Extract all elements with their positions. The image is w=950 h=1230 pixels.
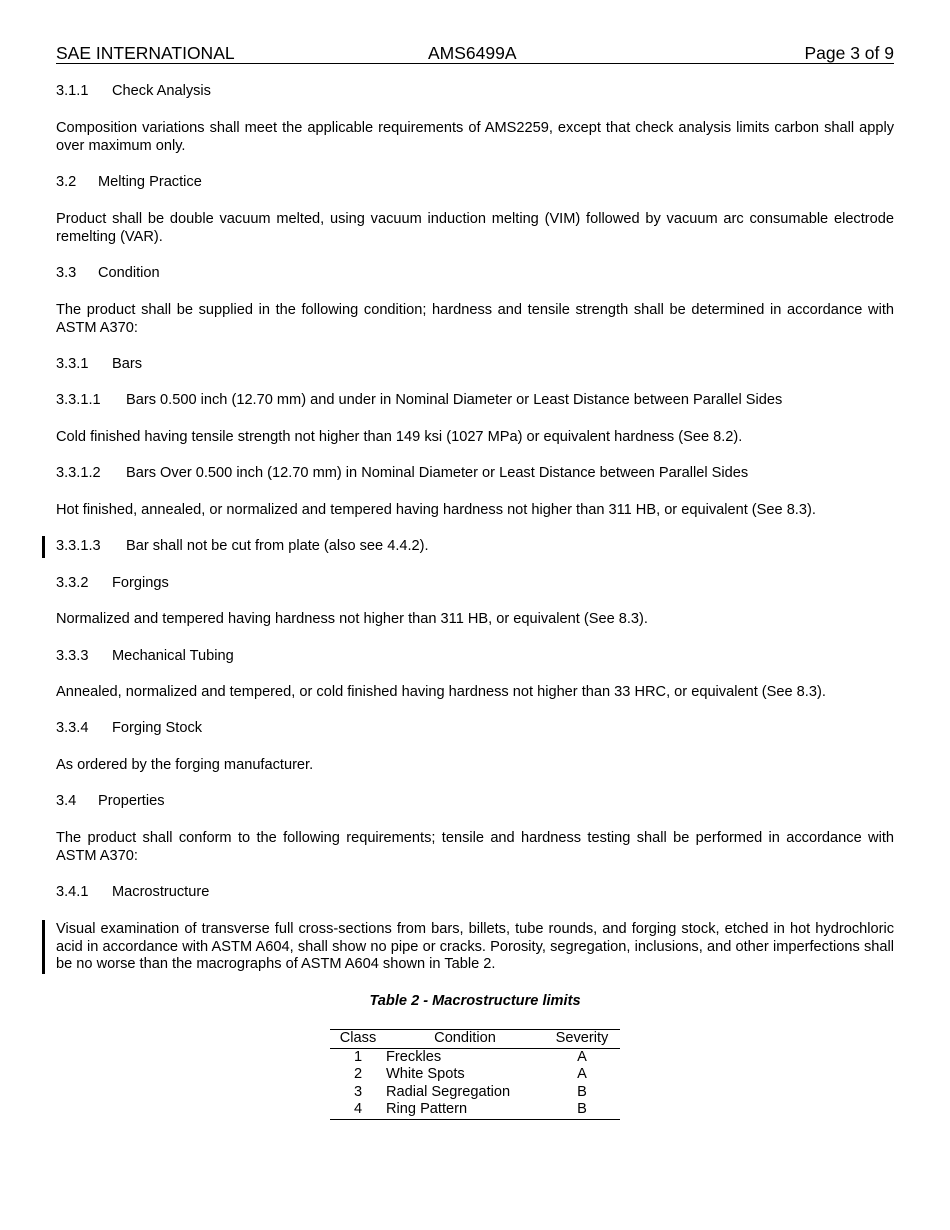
heading-3-3-1-3 [56,538,894,556]
table-cell: Ring Pattern [386,1101,544,1119]
table-cell: White Spots [386,1066,465,1082]
section-title: Condition [98,265,160,281]
heading-3-3-3 [56,648,894,666]
header-org: SAE INTERNATIONAL [56,43,235,63]
heading-3-1-1 [56,83,894,101]
column-header: Class [330,1030,386,1049]
table-row [330,1048,620,1066]
table-cell: B [544,1101,620,1119]
section-title: Bars [112,356,143,372]
heading-3-4-1 [56,884,894,902]
table-cell: Radial Segregation [386,1083,511,1100]
section-number: 3.3.1.1 [56,392,101,408]
para-3-4-1: Visual examination of transverse full cross-sections from bars, billets, tube rounds, and forging stock, etched in hot hydrochloric acid in accordance with ASTM A604, shall show no pipe or cracks. Porosity, segregation, inclusions, and other imperfections shall be no worse than the macrographs of ASTM A604 shown in Table 2. [56,921,894,972]
section-number: 3.4.1 [56,884,89,900]
table-cell: 1 [353,1048,363,1065]
change-bar [42,536,45,558]
section-number: 3.3.1.2 [56,465,101,481]
section-title: Forging Stock [112,720,203,736]
heading-3-2 [56,174,894,192]
heading-3-3-4 [56,720,894,738]
section-title: Macrostructure [112,884,210,900]
para-3-3-3: Annealed, normalized and tempered, or cold finished having hardness not higher than 33 HRC, or equivalent (See 8.3). [56,684,826,700]
table-caption: Table 2 - Macrostructure limits [369,993,581,1009]
section-title: Bar shall not be cut from plate (also see 4.4.2). [126,538,429,554]
heading-3-4 [56,793,894,811]
table-row [330,1084,620,1102]
page-header [56,43,894,64]
para-3-2: Product shall be double vacuum melted, using vacuum induction melting (VIM) followed by vacuum arc consumable electrode remelting (VAR). [56,211,894,245]
para-3-3-1-1: Cold finished having tensile strength not higher than 149 ksi (1027 MPa) or equivalent hardness (See 8.2). [56,429,743,445]
heading-3-3-1-1 [56,392,894,410]
heading-3-3-2 [56,575,894,593]
page-header-area [56,43,894,64]
section-number: 3.3.2 [56,575,89,591]
para-3-4: The product shall conform to the following requirements; tensile and hardness testing shall be performed in accordance with ASTM A370: [56,830,894,864]
table-cell: 3 [353,1083,363,1100]
section-number: 3.3.1.3 [56,538,101,554]
macrostructure-table [330,1029,620,1120]
table-row [330,1101,620,1119]
para-3-3-1-2: Hot finished, annealed, or normalized and tempered having hardness not higher than 311 HB, or equivalent (See 8.3). [56,502,816,518]
table-row [330,1066,620,1084]
table-cell: 2 [353,1066,363,1082]
section-number: 3.2 [56,174,77,190]
section-title: Check Analysis [112,83,211,99]
section-title: Mechanical Tubing [112,648,234,664]
heading-3-3-1-2 [56,465,894,483]
para-3-1-1: Composition variations shall meet the applicable requirements of AMS2259, except that check analysis limits carbon shall apply over maximum only. [56,120,894,154]
section-number: 3.3.4 [56,720,89,736]
table-cell: A [577,1048,587,1065]
change-bar [42,920,45,974]
section-title: Bars 0.500 inch (12.70 mm) and under in Nominal Diameter or Least Distance between Parallel Sides [126,392,783,408]
table-cell: B [577,1083,587,1100]
table-header-row [330,1030,620,1049]
para-3-3-2: Normalized and tempered having hardness not higher than 311 HB, or equivalent (See 8.3). [56,611,648,627]
section-number: 3.4 [56,793,77,809]
header-doc-number: AMS6499A [428,43,517,63]
para-3-3: The product shall be supplied in the following condition; hardness and tensile strength shall be determined in accordance with ASTM A370: [56,302,894,336]
section-number: 3.3.3 [56,648,89,664]
heading-3-3-1 [56,356,894,374]
table-cell: A [577,1066,587,1082]
section-title: Melting Practice [98,174,202,190]
section-title: Forgings [112,575,169,591]
table-cell: Freckles [386,1048,442,1065]
section-title: Properties [98,793,165,809]
column-header: Severity [544,1030,620,1049]
heading-3-3 [56,265,894,283]
table-cell: 4 [330,1101,386,1119]
header-page-number: Page 3 of 9 [804,43,894,63]
para-3-3-4: As ordered by the forging manufacturer. [56,757,314,773]
section-title: Bars Over 0.500 inch (12.70 mm) in Nominal Diameter or Least Distance between Parallel Sides [126,465,749,481]
section-number: 3.1.1 [56,83,89,99]
column-header: Condition [386,1030,544,1049]
section-number: 3.3 [56,265,77,281]
section-number: 3.3.1 [56,356,89,372]
